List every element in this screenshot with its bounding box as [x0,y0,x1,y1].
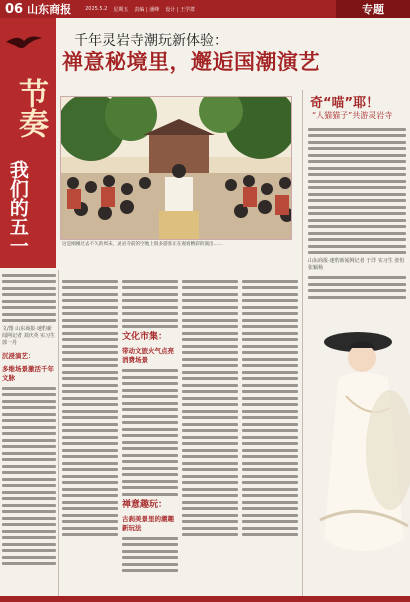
section-head-market: 文化市集： [122,332,168,342]
column-left [2,270,56,569]
footer-bar [0,596,410,602]
photo-caption: 这是刚刚过去不久的周末，灵岩寺前的空地上很多游客正在观看精彩的演出…… [62,242,223,247]
section-subhead-immersive: 多维场景激活千年文脉 [2,364,54,382]
column-3 [122,276,178,576]
column-4 [182,276,238,540]
masthead [0,0,410,18]
page-number: 06 [5,1,24,17]
hanfu-woman-illustration [318,300,410,570]
column-2 [62,276,118,540]
banner-festival-text: 节奏 [13,78,48,138]
date: 2025.5.2 [85,6,108,12]
headline-kicker: 千年灵岩寺潮玩新体验： [74,33,228,49]
left-byline: 文/图 山东商报·速豹新闻网记者 刘庆英 实习生 郭一丹 [2,326,56,347]
section-label: 专题 [336,0,410,18]
column-5 [242,276,298,540]
weekday: 星期五 [113,6,129,13]
paper-name: 山东商报 [27,3,72,16]
editor: 责编 | 潘峰 [134,6,160,13]
section-subhead-zen: 古刹美景里的潮趣新玩法 [122,514,174,532]
column-right [308,124,406,302]
festival-banner [0,18,56,268]
banner-slogan: 我们的五一 [6,160,29,255]
event-photo [60,96,292,240]
right-byline: 山东商报·速豹新闻网记者 于洋 实习生 张恒 张颖杨 [308,258,405,272]
temple-crowd-illustration [61,97,292,240]
right-story-title: 奇“喵”耶！ [310,96,380,111]
headline-title: 禅意秘境里，邂逅国潮演艺 [62,50,320,74]
right-story-subtitle: “人猫猫子”共游灵岩寺 [312,111,393,120]
column-divider [302,90,303,596]
section-head-immersive: 沉浸演艺： [2,351,35,360]
section-head-zen: 禅意趣玩： [122,499,168,510]
swallow-icon [4,32,44,52]
column-divider [58,270,59,596]
section-subhead-market: 带动文旅火气点亮消费场景 [122,347,174,364]
designer: 设计 | 王学群 [165,6,196,13]
